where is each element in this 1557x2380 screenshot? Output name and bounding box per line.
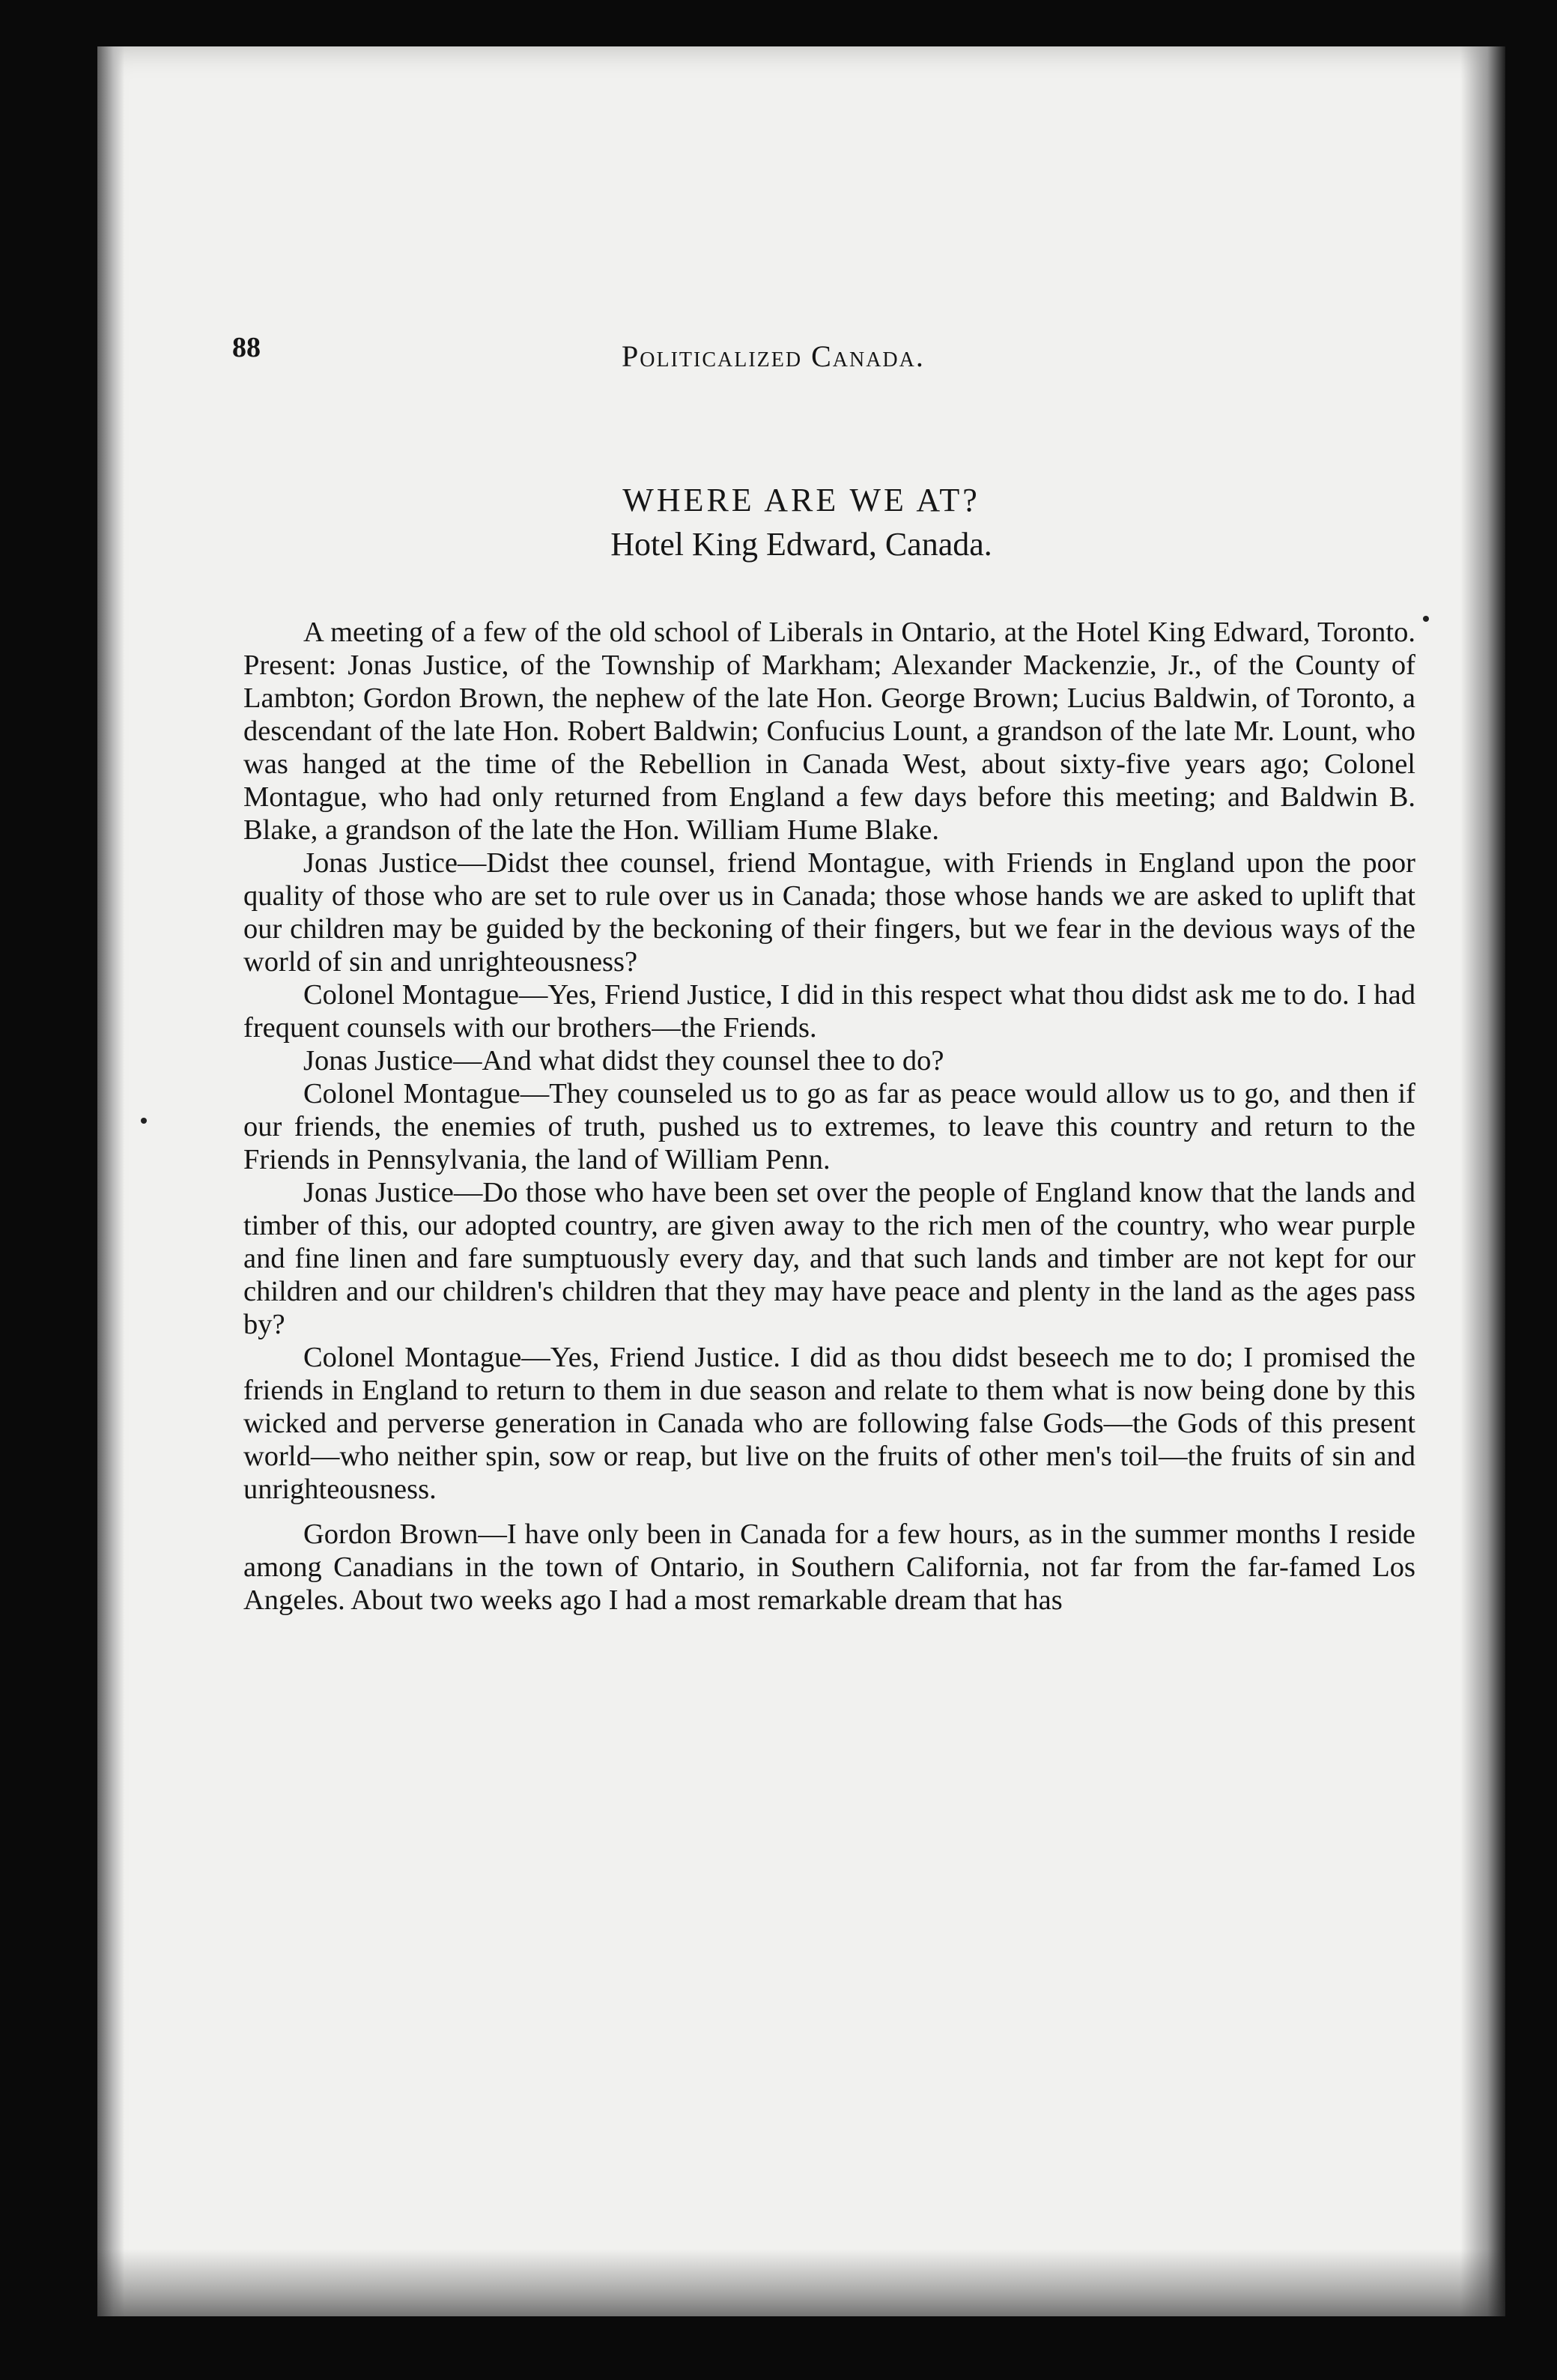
section-heading <box>97 481 1505 563</box>
paragraph: Jonas Justice—Didst thee counsel, friend Montague, with Friends in England upon the poor quality of those who are set to rule over us in Canada; those whose hands we are asked to uplift that our children may be guided by the beckoning of their fingers, but we fear in the devious ways of the world of sin and unrighteousness? <box>243 847 1415 978</box>
section-title: WHERE ARE WE AT? <box>622 482 980 518</box>
margin-speck <box>141 1118 147 1124</box>
section-subtitle: Hotel King Edward, Canada. <box>610 526 992 563</box>
paragraph: Colonel Montague—They counseled us to go as far as peace would allow us to go, and then if our friends, the enemies of truth, pushed us to extremes, to leave this country and return to the Friends in Pennsylvania, the land of William Penn. <box>243 1078 1415 1175</box>
page-number: 88 <box>232 332 261 363</box>
paragraph: Jonas Justice—And what didst they counsel thee to do? <box>303 1045 944 1077</box>
paragraph: A meeting of a few of the old school of Liberals in Ontario, at the Hotel King Edward, Toronto. Present: Jonas Justice, of the Township of Markham; Alexander Mackenzie, Jr., of the County of Lambton; Gordon Brown, the nephew of the late Hon. George Brown; Lucius Baldwin, of Toronto, a descendant of the late Hon. Robert Baldwin; Confucius Lount, a grandson of the late Mr. Lount, who was hanged at the time of the Rebellion in Canada West, about sixty-five years ago; Colonel Montague, who had only returned from England a few days before this meeting; and Baldwin B. Blake, a grandson of the late the Hon. William Hume Blake. <box>243 617 1415 846</box>
body-text <box>243 616 1415 1617</box>
paragraph: Colonel Montague—Yes, Friend Justice. I did as thou didst beseech me to do; I promised the friends in England to return to them in due season and relate to them what is now being done by this wicked and perverse generation in Canada who are following false Gods—the Gods of this present world—who neither spin, sow or reap, but live on the fruits of other men's toil—the fruits of sin and unrighteousness. <box>243 1342 1415 1505</box>
paragraph: Gordon Brown—I have only been in Canada for a few hours, as in the summer months I reside among Canadians in the town of Ontario, in Southern California, not far from the far-famed Los Angeles. About two weeks ago I had a most remarkable dream that has <box>243 1518 1415 1616</box>
bottom-edge-shadow <box>97 2249 1505 2316</box>
page-edge-shadow <box>1460 46 1505 2316</box>
binding-shadow <box>97 46 124 2316</box>
paragraph: Jonas Justice—Do those who have been set over the people of England know that the lands and timber of this, our adopted country, are given away to the rich men of the country, who wear purple and fine linen and fare sumptuously every day, and that such lands and timber are not kept for our children and our children's children that they may have peace and plenty in the land as the ages pass by? <box>243 1177 1415 1340</box>
margin-speck <box>1423 616 1429 622</box>
running-head <box>232 331 1430 376</box>
paragraph: Colonel Montague—Yes, Friend Justice, I did in this respect what thou didst ask me to do. I had frequent counsels with our brothers—the Friends. <box>243 979 1415 1044</box>
running-title: Politicalized Canada. <box>622 339 925 373</box>
book-page <box>97 46 1505 2316</box>
